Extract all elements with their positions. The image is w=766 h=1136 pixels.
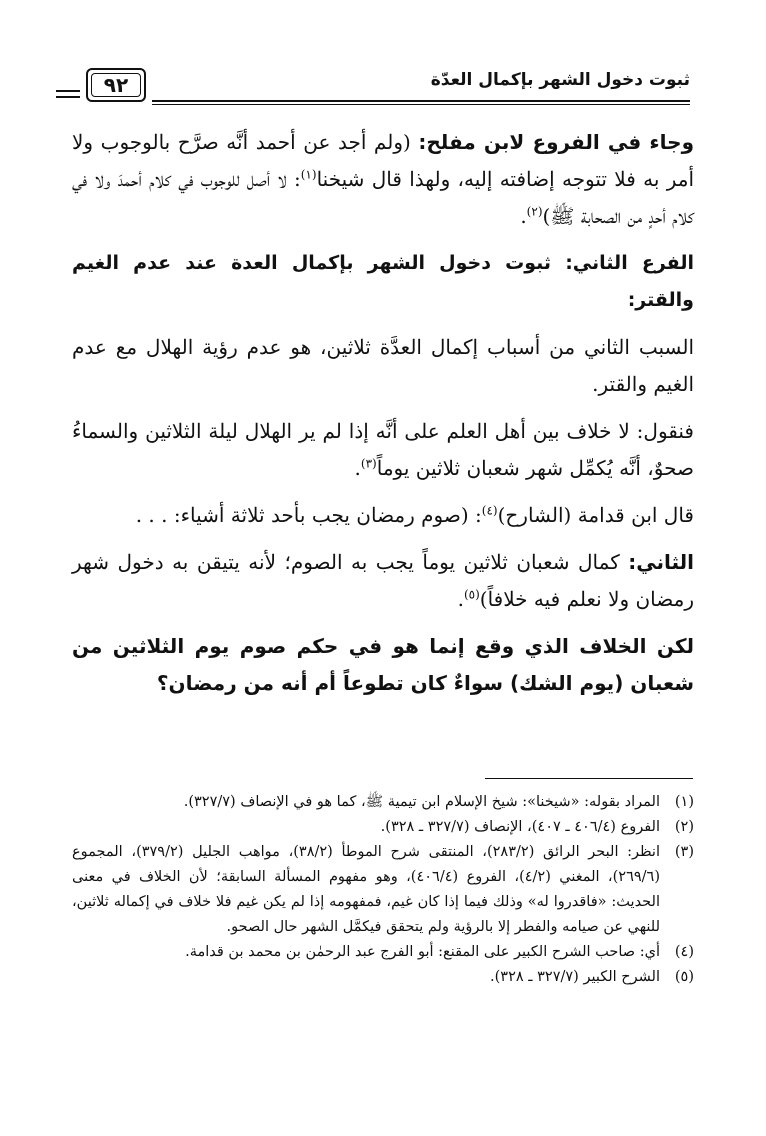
paragraph-no-dispute <box>72 413 694 487</box>
paragraph-text: : (صوم رمضان يجب بأحد ثلاثة أشياء: . . . <box>135 503 482 527</box>
footnote-item <box>72 940 694 965</box>
running-title: ثبوت دخول الشهر بإكمال العدّة <box>430 70 690 90</box>
footnotes <box>72 790 694 990</box>
footnote-text: الشرح الكبير (٣٢٧/٧ ـ ٣٢٨). <box>490 969 660 985</box>
footnote-text: أي: صاحب الشرح الكبير على المقنع: أبو الفرج عبد الرحمٰن بن محمد بن قدامة. <box>185 944 660 960</box>
paragraph-second-point <box>72 544 694 618</box>
header-rule-thin <box>152 104 690 105</box>
footnote-text: الفروع (٤٠٦/٤ ـ ٤٠٧)، الإنصاف (٣٢٧/٧ ـ ٣٢٨). <box>380 819 660 835</box>
footnote-number: (٥) <box>674 969 694 985</box>
paragraph-lead: الثاني: <box>628 550 694 574</box>
paragraph-end: . <box>520 204 527 228</box>
footnote-number: (٣) <box>674 844 694 860</box>
page-number-box <box>86 68 146 102</box>
paragraph-text: كمال شعبان ثلاثين يوماً يجب به الصوم؛ لأنه يتيقن به دخول شهر رمضان ولا نعلم فيه خلافاً) <box>72 550 694 611</box>
section-heading: الفرع الثاني: ثبوت دخول الشهر بإكمال العدة عند عدم الغيم والقتر: <box>72 252 694 311</box>
footnote-item <box>72 840 694 940</box>
paragraph-end: . <box>457 587 464 611</box>
paragraph-ibn-qudama <box>72 497 694 534</box>
paragraph-text: : لا أصل للوجوب في كلام أحمدَ ولا في كلام أحدٍ من الصحابة ﷺ) <box>72 167 694 228</box>
footnote-item <box>72 815 694 840</box>
paragraph-text: فنقول: لا خلاف بين أهل العلم على أنَّه إذا لم ير الهلال ليلة الثلاثين والسماءُ صحوٌ، أنَّه يُكمِّل شهر شعبان ثلاثين يوماً <box>72 419 694 480</box>
footnote-ref: (٤) <box>481 503 498 518</box>
header-ornament-line <box>56 90 80 92</box>
paragraph-text: قال ابن قدامة (الشارح) <box>497 503 694 527</box>
footnote-ref: (٢) <box>526 204 543 219</box>
paragraph-furu-quote <box>72 124 694 235</box>
main-text <box>72 124 694 712</box>
footnote-item <box>72 965 694 990</box>
paragraph-text: (ولم أجد عن أحمد أنَّه صرَّح بالوجوب ولا أمر به فلا تتوجه إضافته إليه، ولهذا قال شيخنا <box>72 130 695 191</box>
paragraph-disagreement: لكن الخلاف الذي وقع إنما هو في حكم صوم يوم الثلاثين من شعبان (يوم الشك) سواءٌ كان تطوعاً أم أنه من رمضان؟ <box>72 634 694 695</box>
footnote-ref: (١) <box>300 167 317 182</box>
footnote-text: المراد بقوله: «شيخنا»: شيخ الإسلام ابن تيمية ﷺ، كما هو في الإنصاف (٣٢٧/٧). <box>183 794 660 810</box>
page-header <box>78 66 690 110</box>
footnote-ref: (٣) <box>360 456 377 471</box>
footnote-ref: (٥) <box>463 587 480 602</box>
header-rule <box>152 100 690 102</box>
footnote-text: انظر: البحر الرائق (٢٨٣/٢)، المنتقى شرح الموطأ (٣٨/٢)، مواهب الجليل (٣٧٩/٢)، المجموع (٢٦٩/٦)، المغني (٤/٢)، الفروع (٤٠٦/٤)، وهو مفهوم المسألة السابقة؛ لأن الخلاف في معنى الحديث: «فاقدروا له» وذلك فيما إذا كان غيم، فمفهومه إذا لم يكن غيم فلا خلاف في إكماله ثلاثين، للنهي عن صيامه والفطر إلا بالرؤية ولم يتحقق فيكمَّل الشهر حال الصحو. <box>72 844 660 935</box>
footnote-number: (٤) <box>674 944 694 960</box>
footnote-number: (٢) <box>674 819 694 835</box>
footnote-number: (١) <box>674 794 694 810</box>
footnote-rule <box>485 778 693 779</box>
paragraph-end: . <box>354 456 361 480</box>
page-number: ٩٢ <box>103 73 129 97</box>
paragraph-second-cause: السبب الثاني من أسباب إكمال العدَّة ثلاثين، هو عدم رؤية الهلال مع عدم الغيم والقتر. <box>72 335 694 396</box>
footnote-item <box>72 790 694 815</box>
paragraph-lead: وجاء في الفروع لابن مفلح: <box>418 130 695 154</box>
header-ornament-line-2 <box>56 96 80 98</box>
